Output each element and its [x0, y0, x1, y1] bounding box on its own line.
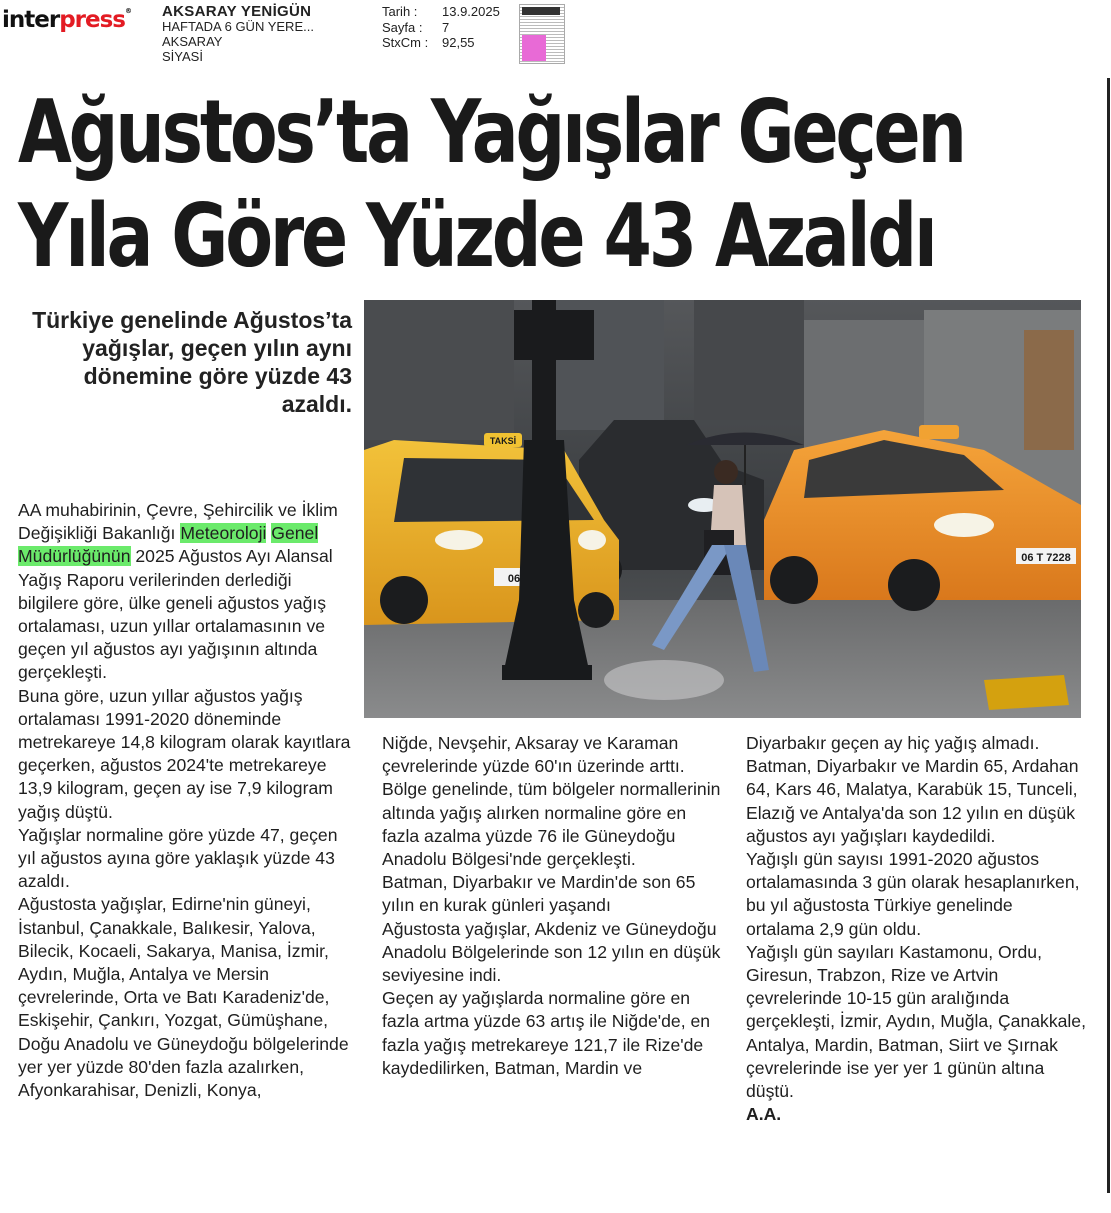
stxcm-value: 92,55	[442, 35, 475, 50]
paragraph: Yağışlar normaline göre yüzde 47, geçen yıl ağustos ayına göre yaklaşık yüzde 43 azaldı.	[18, 824, 338, 892]
interpress-logo: interpress®	[2, 7, 131, 33]
headline	[18, 80, 964, 288]
publication-frequency: HAFTADA 6 GÜN YERE...	[162, 19, 314, 34]
paragraph: Niğde, Nevşehir, Aksaray ve Karaman çevrelerinde yüzde 60'ın üzerinde arttı.	[382, 733, 685, 777]
paragraph: Yağışlı gün sayısı 1991-2020 ağustos ortalamasında 3 gün olarak hesaplanırken, bu yıl ağustosta Türkiye genelinde ortalama 2,9 gün oldu.	[746, 849, 1080, 939]
plate-right-text: 06 T 7228	[1021, 552, 1071, 564]
clipping-meta	[382, 4, 500, 51]
body-column-1	[18, 499, 356, 1102]
body-column-2	[382, 732, 722, 1080]
page-label: Sayfa :	[382, 19, 423, 35]
headline-line-2: Yıla Göre Yüzde 43 Azaldı	[18, 185, 935, 287]
paragraph: Diyarbakır geçen ay hiç yağış almadı.	[746, 733, 1040, 753]
clipping-header	[0, 0, 1111, 70]
right-border-line	[1107, 78, 1110, 1193]
paragraph: Batman, Diyarbakır ve Mardin 65, Ardahan 64, Kars 46, Malatya, Karabük 15, Tunceli, Elazığ ve Antalya'da son 12 yılın en düşük ağustos ayı yağışları kaydedildi.	[746, 756, 1079, 846]
page-thumbnail[interactable]	[519, 4, 565, 64]
stxcm-label: StxCm :	[382, 35, 429, 50]
taxi-sign-text: TAKSİ	[489, 436, 517, 446]
paragraph: Bölge genelinde, tüm bölgeler normallerinin altında yağış alırken normaline göre en fazla azalma yüzde 76 ile Güneydoğu Anadolu Bölgesi'nde gerçekleşti.	[382, 779, 721, 870]
paragraph: Geçen ay yağışlarda normaline göre en fazla artma yüzde 63 artış ile Niğde'de, en fazla yağış metrekareye 121,7 ile Rize'de kaydedilirken, Batman, Mardin ve	[382, 988, 711, 1078]
publication-city: AKSARAY	[162, 34, 223, 49]
paragraph: Buna göre, uzun yıllar ağustos yağış ortalaması 1991-2020 döneminde metrekareye 14,8 kilogram olarak kayıtlara geçerken, ağustos 2024'te metrekareye 13,9 kilogram, geçen ay ise 7,9 kilogram yağış düştü.	[18, 685, 351, 822]
headline-line-1: Ağustos’ta Yağışlar Geçen	[18, 81, 964, 183]
lead-paragraph: Türkiye genelinde Ağustos’ta yağışlar, geçen yılın aynı dönemine göre yüzde 43 azaldı.	[32, 307, 352, 417]
page-value: 7	[442, 19, 450, 35]
body-column-3	[746, 732, 1086, 1126]
paragraph-intro: AA muhabirinin, Çevre, Şehircilik ve İklim Değişikliği Bakanlığı Meteoroloji Genel Müdürlüğünün 2025 Ağustos Ayı Alansal Yağış Raporu verilerinden derlediği bilgilere göre, ülke geneli ağustos yağış ortalaması, uzun yıllar ortalamasının ve geçen yıl ağustos ayı yağışının altında gerçekleşti.	[18, 500, 338, 683]
highlight-word: Müdürlüğünün	[18, 546, 131, 567]
publication-info	[162, 4, 314, 64]
publication-name: AKSARAY YENİGÜN	[162, 3, 312, 20]
date-label: Tarih :	[382, 4, 418, 19]
paragraph: Ağustosta yağışlar, Edirne'nin güneyi, İstanbul, Çanakkale, Balıkesir, Yalova, Bilecik, Kocaeli, Sakarya, Manisa, İzmir, Aydın, Muğla, Antalya ve Mersin çevrelerinde, Orta ve Batı Karadeniz'de, Eskişehir, Çankırı, Yozgat, Gümüşhane, Doğu Anadolu ve Güneydoğu bölgelerinde yer yer yüzde 80'den fazla azalırken, Afyonkarahisar, Denizli, Konya,	[18, 894, 349, 1101]
highlight-word: Genel	[271, 523, 319, 544]
rainy-street-photo	[364, 300, 1081, 718]
paragraph: Batman, Diyarbakır ve Mardin'de son 65 yılın en kurak günleri yaşandı	[382, 872, 696, 916]
plate-left-text: 06	[507, 573, 521, 585]
article-signature: A.A.	[746, 1104, 782, 1125]
highlight-word: Meteoroloji	[180, 523, 267, 544]
paragraph: Ağustosta yağışlar, Akdeniz ve Güneydoğu Anadolu Bölgelerinde son 12 yılın en düşük seviyesine indi.	[382, 918, 721, 986]
publication-section: SİYASİ	[162, 49, 203, 64]
news-photo	[364, 300, 1081, 718]
date-value: 13.9.2025	[442, 4, 500, 19]
paragraph: Yağışlı gün sayıları Kastamonu, Ordu, Giresun, Trabzon, Rize ve Artvin çevrelerinde 10-15 gün aralığında gerçekleşti, İzmir, Aydın, Muğla, Çanakkale, Antalya, Mardin, Batman, Siirt ve Şırnak çevrelerinde ise yer yer 1 günün altına düştü.	[746, 941, 1086, 1102]
